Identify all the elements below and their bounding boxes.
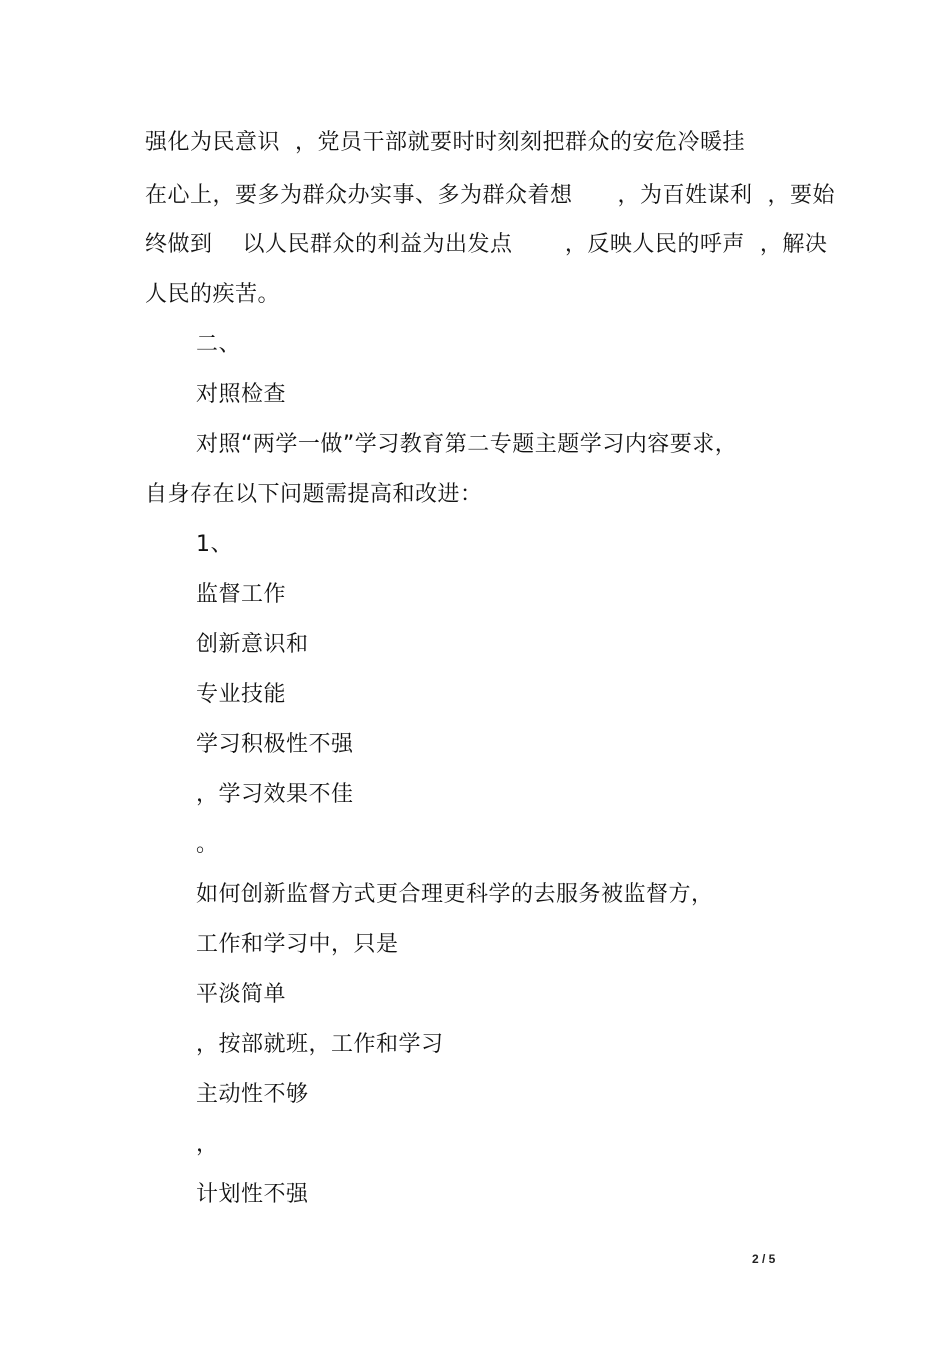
body-text-line: ，学习效果不佳 xyxy=(196,782,354,807)
section-number: 二、 xyxy=(196,332,242,357)
body-text-line: 对照“两学一做”学习教育第二专题主题学习内容要求， xyxy=(196,432,738,457)
body-text-line: 强化为民意识 ，党员干部就要时时刻刻把群众的安危冷暖挂 xyxy=(145,130,745,155)
item-number: 1、 xyxy=(196,532,233,557)
body-text-line: 计划性不强 xyxy=(196,1182,309,1207)
page-number: 2 / 5 xyxy=(752,1252,776,1266)
body-text-line: 学习积极性不强 xyxy=(196,732,354,757)
body-text-line: 在心上，要多为群众办实事、多为群众着想 ，为百姓谋利 ，要始 xyxy=(145,183,835,208)
body-text-line: ，按部就班，工作和学习 xyxy=(196,1032,444,1057)
section-heading: 对照检查 xyxy=(196,382,287,407)
body-text-line: 平淡简单 xyxy=(196,982,287,1007)
body-text-line: 如何创新监督方式更合理更科学的去服务被监督方， xyxy=(196,882,714,907)
body-text-line: 。 xyxy=(196,832,219,857)
body-text-line: 监督工作 xyxy=(196,582,287,607)
body-text-line: 主动性不够 xyxy=(196,1082,309,1107)
body-text-line: ， xyxy=(196,1132,219,1157)
body-text-line: 专业技能 xyxy=(196,682,287,707)
body-text-line: 人民的疾苦。 xyxy=(145,282,281,307)
body-text-line: 自身存在以下问题需提高和改进： xyxy=(145,482,483,507)
body-text-line: 创新意识和 xyxy=(196,632,309,657)
body-text-line: 终做到 以人民群众的利益为出发点 ，反映人民的呼声 ，解决 xyxy=(145,232,828,257)
body-text-line: 工作和学习中，只是 xyxy=(196,932,399,957)
